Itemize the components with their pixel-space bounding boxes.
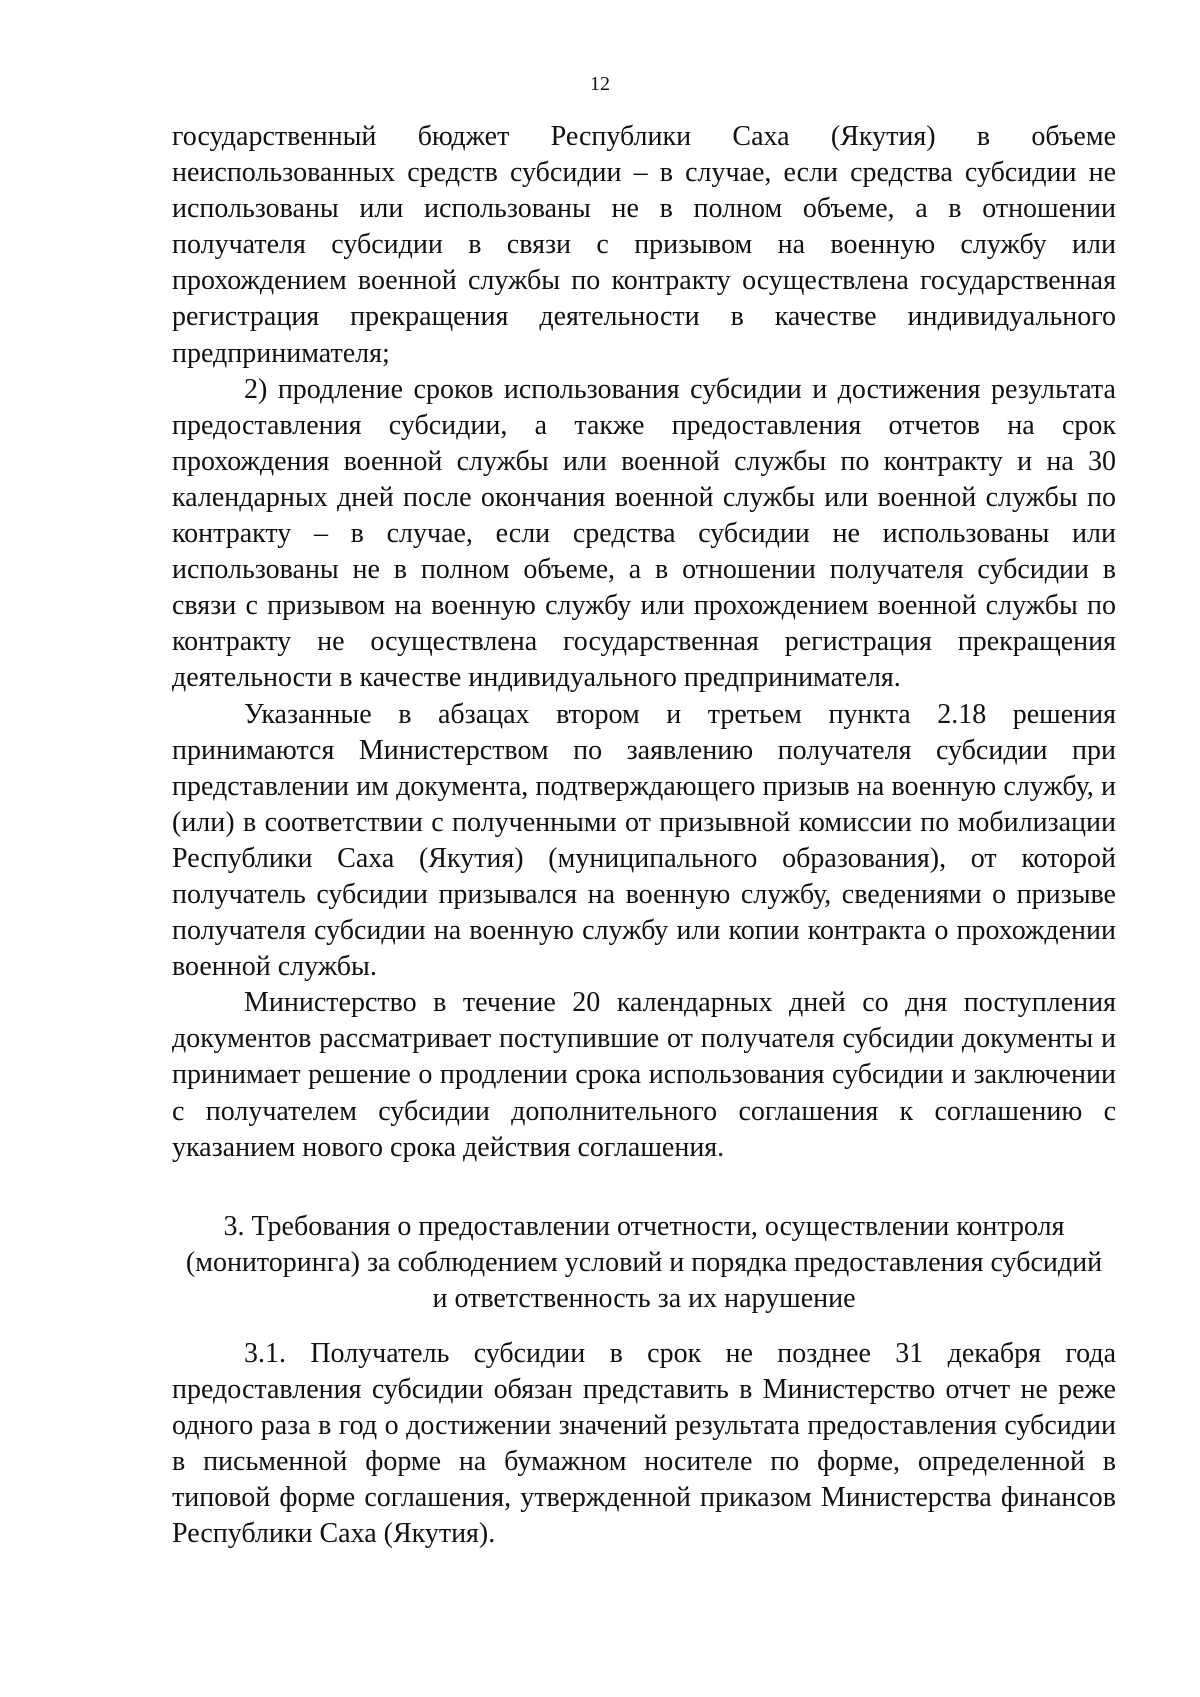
paragraph-decisions: Указанные в абзацах втором и третьем пункта 2.18 решения принимаются Министерством по заявлению получателя субсидии при представлении им документа, подтверждающего призыв на военную службу, и (или) в соответствии с полученными от призывной комиссии по мобилизации Республики Саха (Якутия) (муниципального образования), от которой получатель субсидии призывался на военную службу, сведениями о призыве получателя субсидии на военную службу или копии контракта о прохождении военной службы. <box>172 698 1116 983</box>
body-text-top <box>172 119 1116 1166</box>
section-heading-line-1: 3. Требования о предоставлении отчетности, осуществлении контроля <box>223 1211 1065 1242</box>
paragraph-item-2: 2) продление сроков использования субсидии и достижения результата предоставления субсидии, а также предоставления отчетов на срок прохождения военной службы или военной службы по контракту и на 30 календарных дней после окончания военной службы или военной службы по контракту – в случае, если средства субсидии не использованы или использованы не в полном объеме, а в отношении получателя субсидии в связи с призывом на военную службу или прохождением военной службы по контракту не осуществлена государственная регистрация прекращения деятельности в качестве индивидуального предпринимателя. <box>172 373 1116 694</box>
page-number: 12 <box>590 73 610 95</box>
section-heading-line-3: и ответственность за их нарушение <box>432 1283 856 1315</box>
paragraph-ministry-review: Министерство в течение 20 календарных дней со дня поступления документов рассматривает поступившие от получателя субсидии документы и принимает решение о продлении срока использования субсидии и заключении с получателем субсидии дополнительного соглашения к соглашению с указанием нового срока действия соглашения. <box>172 987 1116 1163</box>
paragraph-3-1: 3.1. Получатель субсидии в срок не позднее 31 декабря года предоставления субсидии обязан представить в Министерство отчет не реже одного раза в год о достижении значений результата предоставления субсидии в письменной форме на бумажном носителе по форме, определенной в типовой форме соглашения, утвержденной приказом Министерства финансов Республики Саха (Якутия). <box>172 1338 1116 1550</box>
section-heading <box>172 1209 1116 1317</box>
body-text-bottom <box>172 1336 1116 1553</box>
section-heading-line-2: (мониторинга) за соблюдением условий и порядка предоставления субсидий <box>185 1247 1103 1279</box>
paragraph-continuation: государственный бюджет Республики Саха (Якутия) в объеме неиспользованных средств субсидии – в случае, если средства субсидии не использованы или использованы не в полном объеме, а в отношении получателя субсидии в связи с призывом на военную службу или прохождением военной службы по контракту осуществлена государственная регистрация прекращения деятельности в качестве индивидуального предпринимателя; <box>172 121 1116 369</box>
